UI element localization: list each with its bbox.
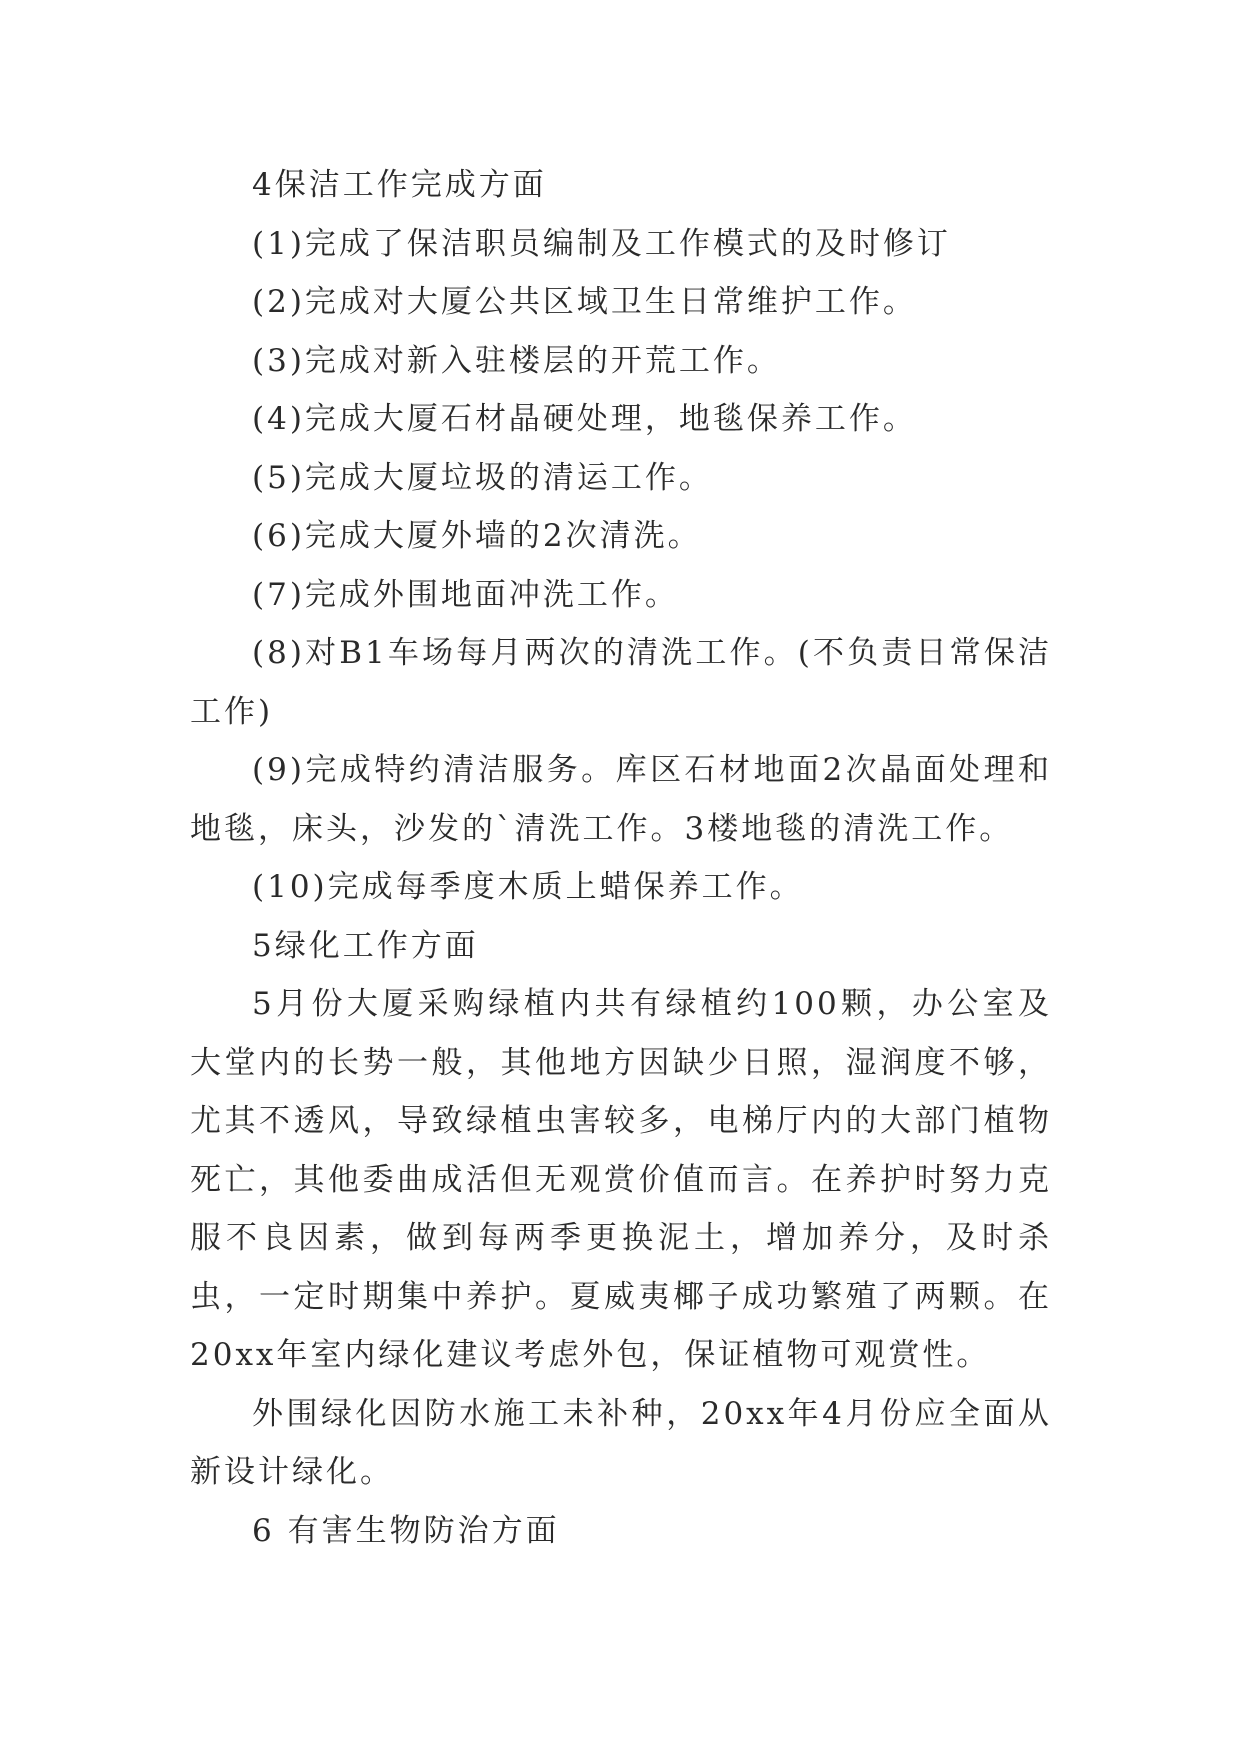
list-item: (3)完成对新入驻楼层的开荒工作。	[252, 342, 781, 379]
list-item: (6)完成大厦外墙的2次清洗。	[252, 518, 702, 554]
list-item: (2)完成对大厦公共区域卫生日常维护工作。	[252, 284, 917, 320]
list-item: (7)完成外围地面冲洗工作。	[252, 576, 679, 613]
list-item: (9)完成特约清洁服务。库区石材地面2次晶面处理和地毯，床头，沙发的`清洗工作。3楼地毯的清洗工作。	[190, 752, 1052, 847]
section-heading-pest-control: 6 有害生物防治方面	[252, 1512, 560, 1549]
body-paragraph: 外围绿化因防水施工未补种，20xx年4月份应全面从新设计绿化。	[190, 1395, 1052, 1490]
list-item: (10)完成每季度木质上蜡保养工作。	[252, 869, 804, 905]
list-item: (4)完成大厦石材晶硬处理，地毯保养工作。	[252, 401, 917, 437]
list-item: (8)对B1车场每月两次的清洗工作。(不负责日常保洁工作)	[190, 635, 1052, 730]
body-paragraph: 5月份大厦采购绿植内共有绿植约100颗，办公室及大堂内的长势一般，其他地方因缺少日照，湿润度不够，尤其不透风，导致绿植虫害较多，电梯厅内的大部门植物死亡，其他委曲成活但无观赏价值而言。在养护时努力克服不良因素，做到每两季更换泥土，增加养分，及时杀虫，一定时期集中养护。夏威夷椰子成功繁殖了两颗。在20xx年室内绿化建议考虑外包，保证植物可观赏性。	[190, 986, 1052, 1373]
list-item: (5)完成大厦垃圾的清运工作。	[252, 459, 713, 496]
section-heading-cleaning: 4保洁工作完成方面	[252, 167, 547, 203]
document-body	[190, 156, 1052, 1560]
section-heading-greening: 5绿化工作方面	[252, 927, 479, 964]
list-item: (1)完成了保洁职员编制及工作模式的及时修订	[252, 225, 951, 262]
